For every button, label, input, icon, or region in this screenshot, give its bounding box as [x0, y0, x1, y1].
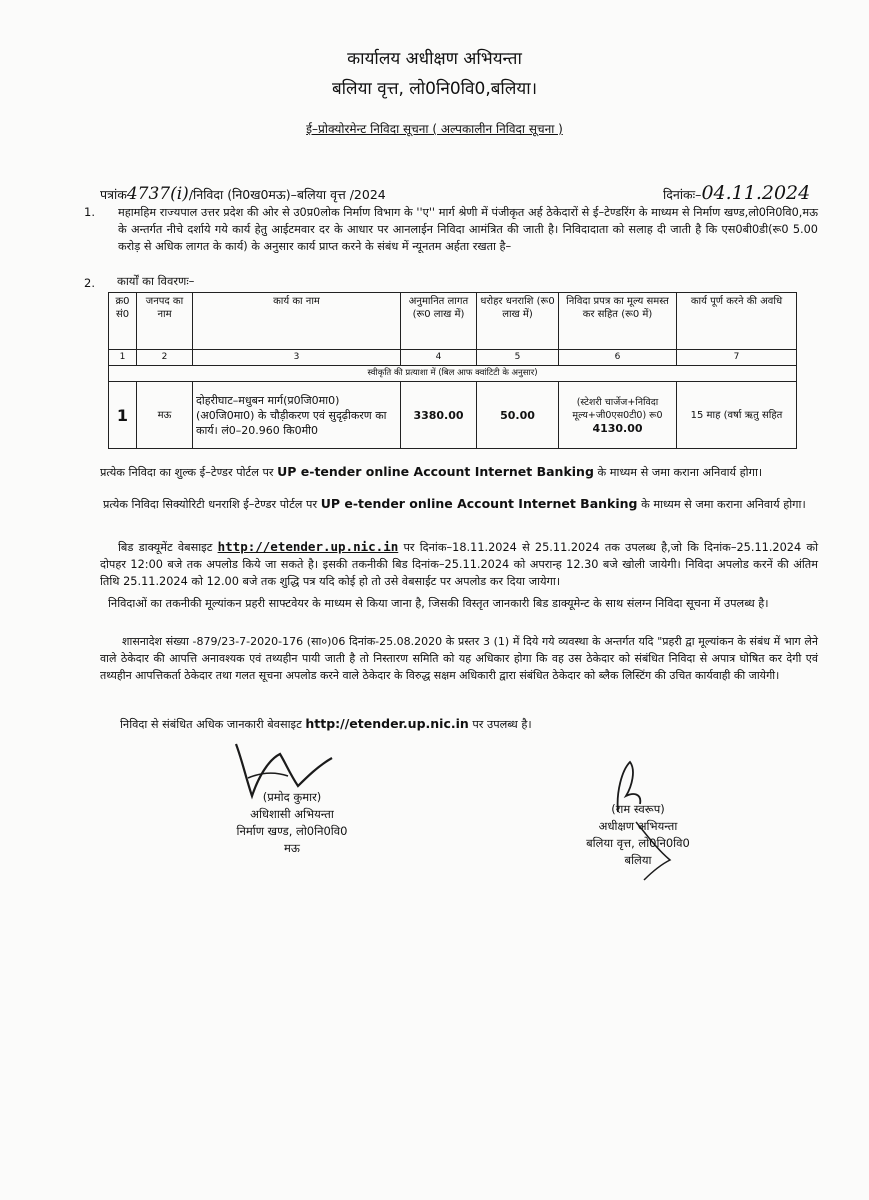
date-value: 04.11.2024: [701, 182, 811, 204]
fee-instruction-end: के माध्यम से जमा कराना अनिवार्य होगा।: [597, 466, 763, 479]
government-order-text: शासनादेश संख्या -879/23-7-2020-176 (सा०)06 दिनांक-25.08.2020 के प्रस्तर 3 (1) में दिये गये व्यवस्था के अन्तर्गत यदि "प्रहरी द्वा मूल्यांकन के संबंध में भाग लेने वाले ठेकेदार की आपत्ति अनावश्यक एवं तथ्यहीन पायी जाती है तो निस्तारण समिति को यह अधिकार होगा कि वह उस ठेकेदार को संबंधित निविदा से अपात्र घोषित कर देगी एवं तथ्यहीन आपत्तिकर्ता ठेकेदार तथा गलत सूचना अपलोड करने वाले ठेकेदार के विरुद्ध सक्षम अधिकारी द्वारा संबंधित ठेकेदार को ब्लैक लिस्टिंग की उचित कार्यवाही की जायेगी।: [100, 635, 818, 682]
office-address: बलिया वृत्त, लो0नि0वि0,बलिया।: [331, 79, 538, 99]
office-title: कार्यालय अधीक्षण अभियन्ता: [347, 49, 522, 69]
signature-right: [543, 801, 733, 869]
more-info: [120, 716, 532, 732]
signatory-designation: अधीक्षण अभियन्ता: [598, 819, 678, 833]
reference-prefix: पत्रांक: [100, 187, 127, 202]
fee-instruction: [100, 463, 818, 481]
payment-mode: UP e-tender online Account Internet Banking: [277, 464, 594, 479]
para1-number: 1.: [84, 205, 95, 219]
etender-link[interactable]: http://etender.up.nic.in: [217, 539, 399, 554]
security-instruction: [100, 495, 818, 513]
signature-left: [212, 789, 372, 857]
row-work-name: दोहरीघाट–मधुबन मार्ग(प्र0जि0मा0)(अ0जि0मा0) के चौड़ीकरण एवं सुदृढ़ीकरण का कार्य। लं0–20.960 कि0मी0: [193, 382, 401, 449]
more-info-text: निविदा से संबंधित अधिक जानकारी बेवसाइट: [120, 718, 302, 731]
bid-schedule-text: पर दिनांक–18.11.2024 से 25.11.2024 तक उपलब्ध है,जो कि दिनांक–25.11.2024 को दोपहर 12:00 बजे तक अपलोड किये जा सकते है। इसकी तकनीकी बिड दिनांक–25.11.2024 को अपरान्ह 12.30 बजे खोली जायेगी। निविदा अपलोड करनें की अंतिम तिथि 25.11.2024 को 12.00 बजे तक शुद्धि पत्र यदि कोई हो तो उसे वेबसाईट पर अपलोड कर दिया जायेगा।: [100, 541, 818, 588]
column-number: 4: [401, 350, 477, 366]
row-cost: 3380.00: [401, 382, 477, 449]
column-number: 3: [193, 350, 401, 366]
header-cell: अनुमानित लागत (रू0 लाख में): [401, 293, 477, 350]
column-number-row: [109, 350, 797, 366]
etender-link[interactable]: http://etender.up.nic.in: [305, 716, 469, 731]
evaluation-info: [100, 595, 818, 612]
security-instruction-end: के माध्यम से जमा कराना अनिवार्य होगा।: [641, 498, 806, 511]
table-row: [109, 382, 797, 449]
sanction-note-row: [109, 366, 797, 382]
date-label: दिनांकः–: [663, 187, 702, 202]
signatory-office: बलिया वृत्त, लो0नि0वि0: [586, 836, 690, 850]
row-deposit: 50.00: [477, 382, 559, 449]
column-number: 7: [677, 350, 797, 366]
column-number: 6: [559, 350, 677, 366]
header-cell: धरोहर धनराशि (रू0 लाख में): [477, 293, 559, 350]
signatory-designation: अधिशासी अभियन्ता: [250, 807, 334, 821]
notice-date: [663, 182, 810, 204]
evaluation-text: निविदाओं का तकनीकी मूल्यांकन प्रहरी साफ्टवेयर के माध्यम से किया जाना है, जिसकी विस्तृत जानकारी बिड डाक्यूमेन्ट के साथ संलग्न निविदा सूचना में उपलब्ध है।: [108, 597, 769, 610]
row-sno: 1: [109, 382, 137, 449]
header-cell: कार्य पूर्ण करने की अवधि: [677, 293, 797, 350]
bid-document-text: बिड डाक्यूमेंट वेबसाइट: [118, 541, 213, 554]
payment-mode: UP e-tender online Account Internet Banking: [320, 496, 638, 511]
row-district: मऊ: [137, 382, 193, 449]
header-cell: क्र0 सं0: [109, 293, 137, 350]
header-cell: निविदा प्रपत्र का मूल्य समस्त कर सहित (रू0 में): [559, 293, 677, 350]
header-cell: जनपद का नाम: [137, 293, 193, 350]
table-header-row: [109, 293, 797, 350]
column-number: 1: [109, 350, 137, 366]
row-duration: 15 माह (वर्षा ऋतु सहित: [677, 382, 797, 449]
sanction-note: स्वीकृति की प्रत्याशा में (बिल आफ क्वांटिटी के अनुसार): [109, 366, 797, 382]
security-instruction-text: प्रत्येक निविदा सिक्योरिटी धनराशि ई–टेण्डर पोर्टल पर: [103, 498, 318, 511]
para1-text: महामहिम राज्यपाल उत्तर प्रदेश की ओर से उ0प्र0लोक निर्माण विभाग के ''ए'' मार्ग श्रेणी में पंजीकृत अर्ह ठेकेदारों से ई–टेण्डरिंग के माध्यम से निर्माण खण्ड,लो0नि0वि0,मऊ के अन्तर्गत नीचे दर्शाये गये कार्य हेतु आईटमवार दर के आधार पर आनलाईन निविदा आमंत्रित की जाती है। निविदादाता को सलाह दी जाती है कि एस0बी0डी(रू0 5.00 करोड़ से अधिक लागत के कार्य) के अनुसार कार्य प्राप्त करने के संबंध में न्यूनतम अर्हता रखता है–: [118, 206, 818, 253]
signatory-place: बलिया: [624, 853, 652, 867]
works-table: [108, 292, 797, 449]
header-cell: कार्य का नाम: [193, 293, 401, 350]
reference-handwritten-number: 4737(i): [126, 184, 189, 204]
signatory-name: (राम स्वरूप): [611, 802, 665, 816]
row-form-price: 4130.00: [592, 421, 643, 435]
signatory-name: (प्रमोद कुमार): [262, 790, 322, 804]
para2-text: कार्यों का विवरणः–: [117, 274, 195, 288]
row-form-price-note: (स्टेशरी चार्जेज+निविदा मूल्य+जी0एस0टी0) रू0: [572, 396, 663, 421]
signatory-place: मऊ: [284, 841, 300, 855]
signatory-office: निर्माण खण्ड, लो0नि0वि0: [236, 824, 348, 838]
para2-number: 2.: [84, 276, 95, 290]
notice-subtitle: [0, 120, 869, 137]
row-form-price-cell: [559, 382, 677, 449]
more-info-end: पर उपलब्ध है।: [472, 718, 532, 731]
bid-document-info: [100, 538, 818, 590]
column-number: 5: [477, 350, 559, 366]
reference-number: [100, 184, 386, 204]
fee-instruction-text: प्रत्येक निविदा का शुल्क ई–टेण्डर पोर्टल पर: [100, 466, 274, 479]
government-order-info: [100, 633, 818, 684]
notice-subtitle-text: ई–प्रोक्योरमेन्ट निविदा सूचना ( अल्पकालीन निविदा सूचना ): [306, 122, 563, 136]
column-number: 2: [137, 350, 193, 366]
reference-suffix: /निविदा (नि0ख0मऊ)–बलिया वृत्त /2024: [188, 187, 386, 202]
